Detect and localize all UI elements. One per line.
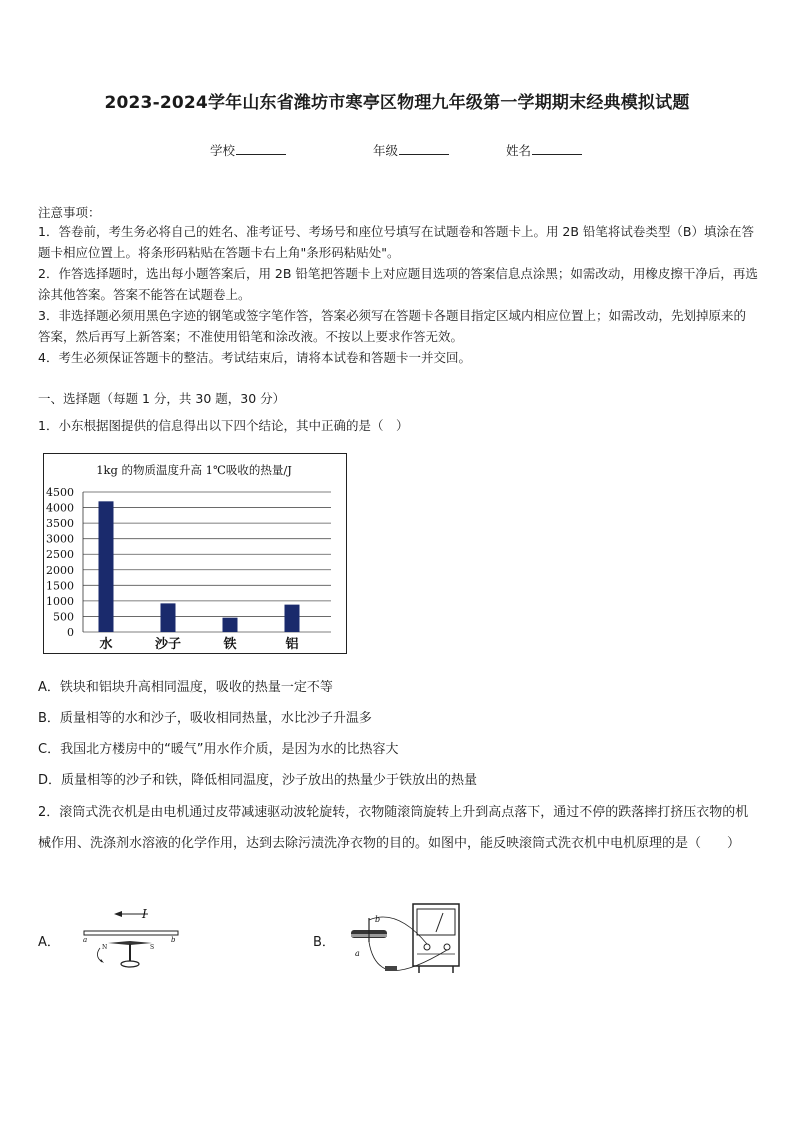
q2-figure-b[interactable] <box>347 898 467 978</box>
rod-end-a-label: a <box>355 949 360 958</box>
needle-s-label: S <box>150 944 155 951</box>
y-tick-label: 500 <box>53 610 74 624</box>
chart-title: 1kg 的物质温度升高 1℃吸收的热量/J <box>96 463 292 477</box>
y-tick-label: 1500 <box>46 579 74 593</box>
y-tick-label: 4000 <box>46 501 74 515</box>
needle-n-label: N <box>102 944 108 951</box>
bar <box>223 618 238 632</box>
q1-stem: 1．小东根据图提供的信息得出以下四个结论，其中正确的是（ ） <box>38 418 409 433</box>
wire-end-a-label: a <box>83 936 88 944</box>
notice-heading: 注意事项： <box>38 205 101 220</box>
school-blank[interactable] <box>236 142 286 155</box>
q1-chart <box>43 453 347 654</box>
school-label: 学校 <box>210 143 236 158</box>
school-field[interactable] <box>210 141 286 159</box>
y-tick-label: 2500 <box>46 548 74 562</box>
notice-item-3: 3．非选择题必须用黑色字迹的钢笔或签字笔作答，答案必须写在答题卡各题目指定区域内相应位置上；如需改动，先划掉原来的答案，然后再写上新答案；不准使用铅笔和涂改液。不按以上要求作答无效。 <box>38 308 746 344</box>
notice-item-2: 2．作答选择题时，选出每小题答案后，用 2B 铅笔把答题卡上对应题目选项的答案信息点涂黑；如需改动，用橡皮擦干净后，再选涂其他答案。答案不能答在试题卷上。 <box>38 266 758 302</box>
wire-end-b-label: b <box>171 936 176 944</box>
q1-chart-svg <box>44 454 345 652</box>
category-label: 铁 <box>223 637 237 652</box>
q1-option-a[interactable]: A．铁块和铝块升高相同温度，吸收的热量一定不等 <box>38 680 333 695</box>
q1-option-b[interactable]: B．质量相等的水和沙子，吸收相同热量，水比沙子升温多 <box>38 711 372 726</box>
section-heading: 一、选择题（每题 1 分，共 30 题，30 分） <box>38 391 286 406</box>
name-label: 姓名 <box>506 143 532 158</box>
q2-option-a-label[interactable]: A． <box>38 935 60 950</box>
needle-stand <box>121 961 139 967</box>
wire-rod <box>84 931 178 935</box>
y-tick-label: 1000 <box>46 594 74 608</box>
y-tick-label: 0 <box>67 626 74 639</box>
y-tick-label: 2000 <box>46 563 74 577</box>
bar <box>161 603 176 632</box>
q2-stem: 2．滚筒式洗衣机是由电机通过皮带减速驱动波轮旋转，衣物随滚筒旋转上升到高点落下，通过不停的跌落摔打挤压衣物的机械作用、洗涤剂水溶液的化学作用，达到去除污渍洗净衣物的目的。如图中，能反映滚筒式洗衣机中电机原理的是（ ） <box>38 805 749 851</box>
bar <box>285 605 300 632</box>
q2-option-b-label[interactable]: B． <box>313 935 335 950</box>
notice-item-4: 4．考生必须保证答题卡的整洁。考试结束后，请将本试卷和答题卡一并交回。 <box>38 350 471 365</box>
switch <box>385 966 397 971</box>
name-field[interactable] <box>506 141 582 159</box>
q1-option-c[interactable]: C．我国北方楼房中的“暖气”用水作介质，是因为水的比热容大 <box>38 742 399 757</box>
category-label: 沙子 <box>154 637 182 652</box>
y-tick-label: 4500 <box>46 486 74 499</box>
grade-field[interactable] <box>373 141 449 159</box>
y-tick-label: 3500 <box>46 517 74 531</box>
page-title: 2023-2024学年山东省潍坊市寒亭区物理九年级第一学期期末经典模拟试题 <box>104 93 690 113</box>
q1-option-d[interactable]: D．质量相等的沙子和铁，降低相同温度，沙子放出的热量少于铁放出的热量 <box>38 773 478 788</box>
rod-end-b-label: b <box>375 915 381 924</box>
student-info-row <box>0 141 794 159</box>
category-label: 铝 <box>285 637 299 652</box>
name-blank[interactable] <box>532 142 582 155</box>
current-label: I <box>142 907 147 921</box>
y-tick-label: 3000 <box>46 532 74 546</box>
grade-label: 年级 <box>373 143 399 158</box>
grade-blank[interactable] <box>399 142 449 155</box>
notice-item-1: 1．答卷前，考生务必将自己的姓名、准考证号、考场号和座位号填写在试题卷和答题卡上。用 2B 铅笔将试卷类型（B）填涂在答题卡相应位置上。将条形码粘贴在答题卡右上角"条形码粘贴处"。 <box>38 224 755 260</box>
category-label: 水 <box>99 637 113 652</box>
q2-figure-a[interactable] <box>78 904 188 974</box>
bar <box>99 501 114 632</box>
